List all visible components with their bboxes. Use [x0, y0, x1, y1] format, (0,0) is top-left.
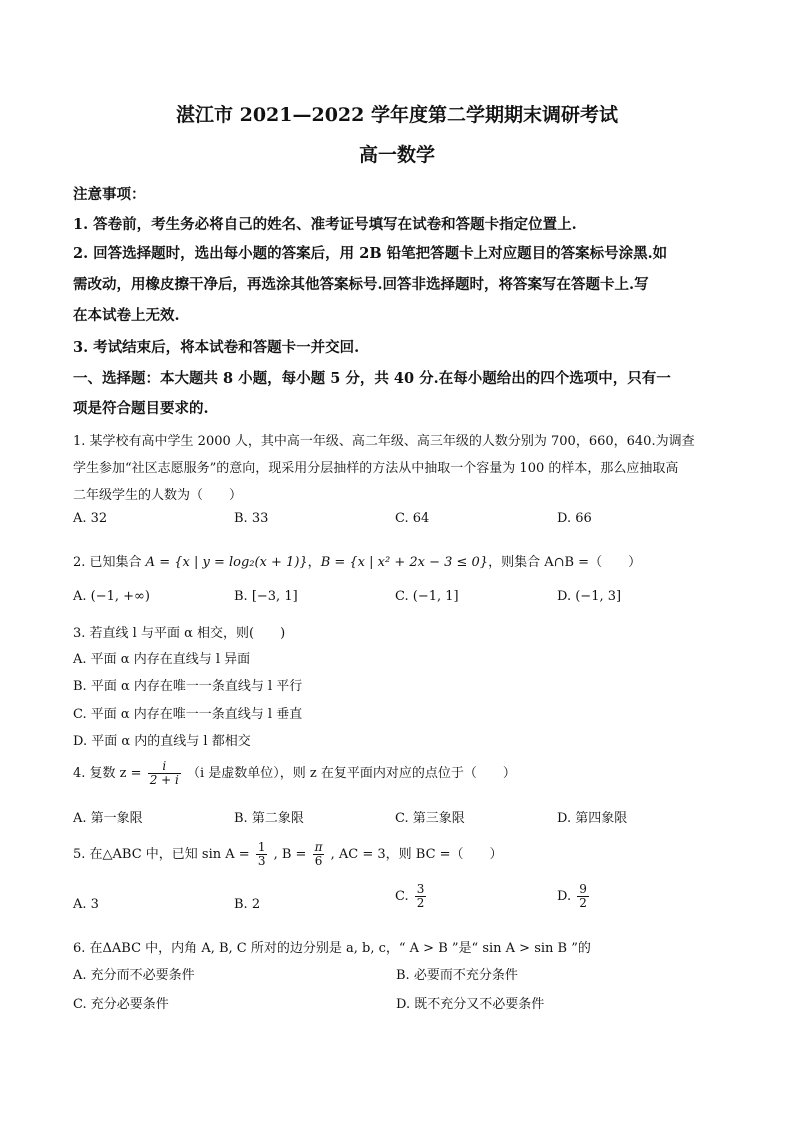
q6-option-b: B. 必要而不充分条件 — [396, 968, 518, 983]
q5-stem — [73, 841, 503, 868]
q3-option-a: A. 平面 α 内存在直线与 l 异面 — [73, 652, 251, 667]
q1-option-b: B. 33 — [234, 511, 269, 526]
q1-option-a: A. 32 — [73, 511, 108, 526]
note-2-line-3: 在本试卷上无效. — [73, 307, 180, 324]
q3-stem: 3. 若直线 l 与平面 α 相交，则( ) — [73, 626, 286, 641]
note-1: 1. 答卷前，考生务必将自己的姓名、准考证号填写在试卷和答题卡指定位置上. — [73, 216, 577, 233]
q2-option-b: B. [−3, 1] — [234, 589, 298, 604]
q5-fraction-angle-numerator: π — [314, 840, 323, 854]
note-2-line-1: 2. 回答选择题时，选出每小题的答案后，用 2B 铅笔把答题卡上对应题目的答案标号涂黑.如 — [73, 245, 668, 262]
q4-prefix: 4. 复数 z = — [73, 766, 142, 781]
q6-option-d: D. 既不充分又不必要条件 — [396, 997, 545, 1012]
q2-option-c: C. (−1, 1] — [395, 589, 459, 604]
q1-stem-line-1: 1. 某学校有高中学生 2000 人，其中高一年级、高二年级、高三年级的人数分别为 700，660，640.为调查 — [73, 434, 695, 449]
q4-fraction-numerator: i — [148, 760, 181, 774]
q5-option-d-label: D. — [557, 889, 572, 904]
q4-stem — [73, 760, 516, 787]
q5-option-d-numerator: 9 — [579, 882, 587, 896]
q4-option-a: A. 第一象限 — [73, 811, 143, 826]
q5-fraction-sin-denominator: 3 — [257, 854, 266, 868]
q3-option-b: B. 平面 α 内存在唯一一条直线与 l 平行 — [73, 679, 303, 694]
q5-fraction-angle-denominator: 6 — [314, 854, 323, 868]
q1-stem-line-2: 学生参加“社区志愿服务”的意向，现采用分层抽样的方法从中抽取一个容量为 100 的样本，那么应抽取高 — [73, 461, 679, 476]
q4-fraction — [148, 760, 181, 787]
q5-suffix: , AC = 3，则 BC =（ ） — [330, 847, 503, 862]
q2-set-a: A = {x | y = log₂(x + 1)} — [145, 555, 308, 570]
q1-option-c: C. 64 — [395, 511, 430, 526]
q5-fraction-sin-numerator: 1 — [257, 840, 266, 854]
section-1-heading-line-2: 项是符合题目要求的. — [73, 400, 209, 417]
q2-set-b: B = {x | x² + 2x − 3 ≤ 0} — [320, 555, 489, 570]
q4-fraction-denominator: 2 + i — [149, 773, 179, 787]
q3-option-c: C. 平面 α 内存在唯一一条直线与 l 垂直 — [73, 707, 303, 722]
note-3: 3. 考试结束后，将本试卷和答题卡一并交回. — [73, 339, 360, 356]
exam-title: 湛江市 2021—2022 学年度第二学期期末调研考试 — [176, 104, 618, 126]
q4-option-b: B. 第二象限 — [234, 811, 304, 826]
q1-stem-line-3: 二年级学生的人数为（ ） — [73, 488, 243, 503]
q5-option-b: B. 2 — [234, 897, 261, 912]
q2-option-a: A. (−1, +∞) — [73, 589, 150, 604]
q5-fraction-angle — [313, 841, 325, 868]
q4-option-c: C. 第三象限 — [395, 811, 465, 826]
note-2-line-2: 需改动，用橡皮擦干净后，再选涂其他答案标号.回答非选择题时，将答案写在答题卡上.写 — [73, 276, 649, 293]
q5-option-d — [557, 883, 591, 910]
q5-option-c-numerator: 3 — [416, 882, 425, 896]
notes-heading: 注意事项： — [73, 186, 146, 203]
q5-option-c-denominator: 2 — [416, 896, 425, 910]
q6-stem: 6. 在ΔABC 中，内角 A, B, C 所对的边分别是 a, b, c，“ A > B ”是“ sin A > sin B ”的 — [73, 941, 591, 956]
q5-prefix: 5. 在△ABC 中，已知 sin A = — [73, 847, 250, 862]
q4-option-d: D. 第四象限 — [557, 811, 628, 826]
q5-option-d-fraction — [577, 883, 589, 910]
q5-option-a: A. 3 — [73, 897, 99, 912]
q6-option-a: A. 充分而不必要条件 — [73, 968, 195, 983]
q2-separator: ， — [307, 555, 321, 570]
q3-option-d: D. 平面 α 内的直线与 l 都相交 — [73, 734, 251, 749]
q4-suffix: （i 是虚数单位），则 z 在复平面内对应的点位于（ ） — [186, 766, 516, 781]
q2-suffix: ，则集合 A∩B =（ ） — [488, 555, 642, 570]
q5-option-c-label: C. — [395, 889, 409, 904]
q6-option-c: C. 充分必要条件 — [73, 997, 169, 1012]
q2-stem — [73, 551, 641, 570]
q5-middle: , B = — [273, 847, 307, 862]
q2-option-d: D. (−1, 3] — [557, 589, 622, 604]
q5-option-d-denominator: 2 — [579, 896, 587, 910]
q5-option-c — [395, 883, 428, 910]
q2-prefix: 2. 已知集合 — [73, 555, 146, 570]
q1-option-d: D. 66 — [557, 511, 592, 526]
q5-option-c-fraction — [415, 883, 427, 910]
q5-fraction-sin — [256, 841, 268, 868]
exam-subtitle: 高一数学 — [358, 144, 435, 166]
section-1-heading-line-1: 一、选择题：本大题共 8 小题，每小题 5 分，共 40 分.在每小题给出的四个选项中，只有一 — [73, 370, 671, 387]
